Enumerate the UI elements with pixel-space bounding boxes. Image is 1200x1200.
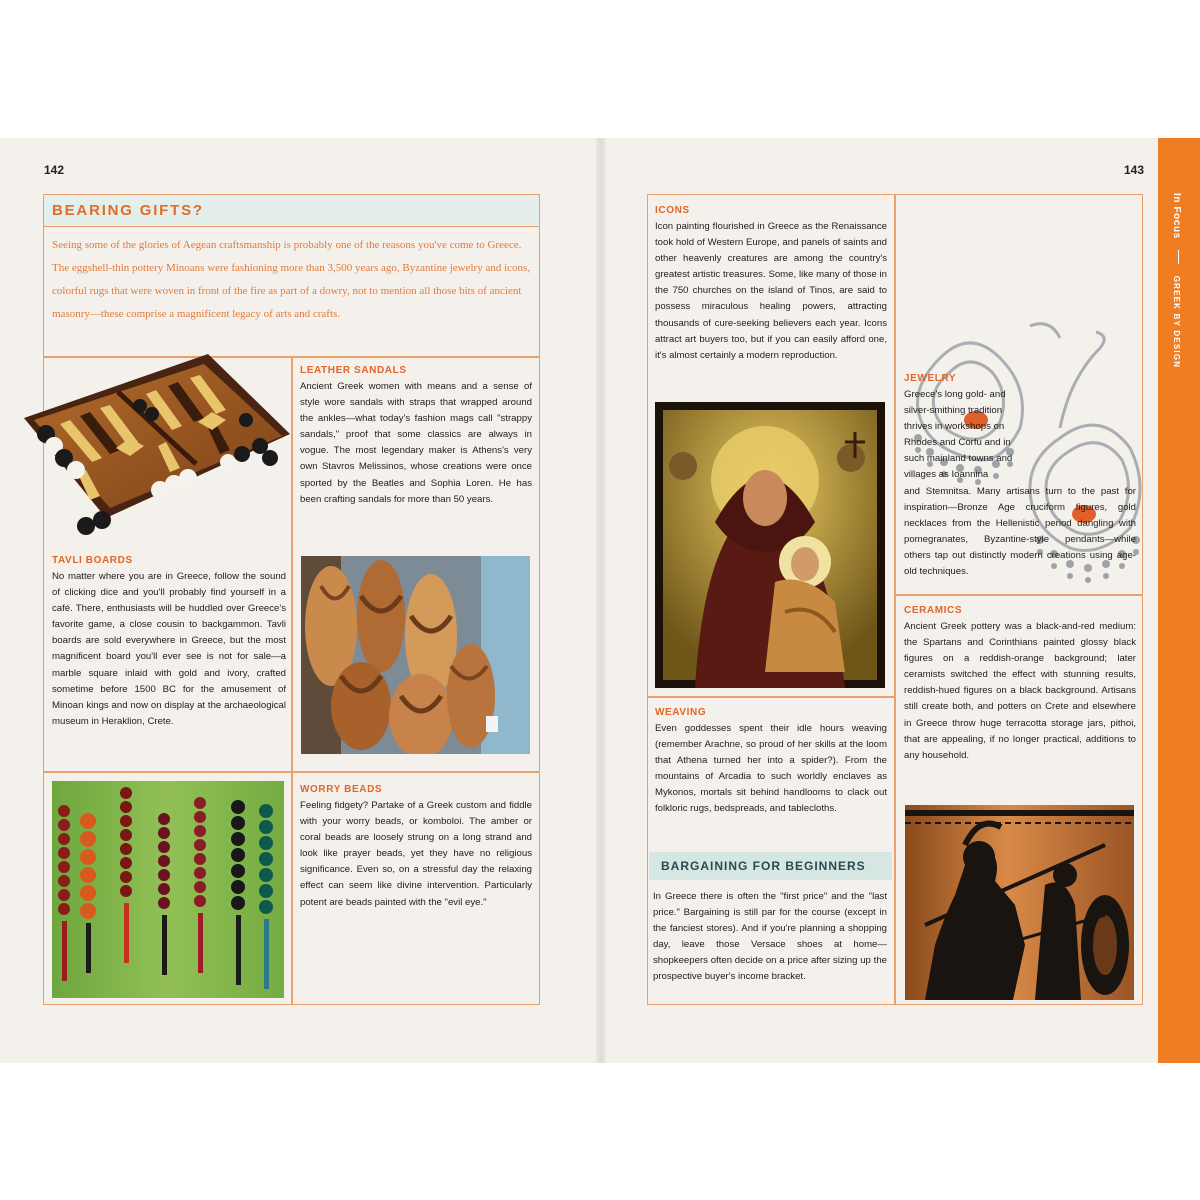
side-tab-label [1171, 193, 1182, 368]
side-tab-secondary: GREEK BY DESIGN [1172, 275, 1181, 369]
divider [291, 771, 293, 1005]
page-number-right: 143 [1124, 163, 1145, 177]
section-heading: JEWELRY [904, 373, 957, 384]
section-body: In Greece there is often the "first price" and the "last price." Bargaining is still par for the course (except in the fanciest stores). And if you're planning a shopping day, leave those Versace shoes at home—shopkeepers often decide on a price after sizing up the prospective buyer's income bracket. [653, 891, 887, 983]
divider [894, 194, 896, 1005]
section-tavli-boards [52, 554, 286, 730]
section-heading: CERAMICS [904, 605, 963, 616]
ceramics-vase-photo [905, 805, 1134, 1000]
section-heading: LEATHER SANDALS [300, 365, 407, 376]
section-jewelry [904, 372, 1022, 484]
section-body: Feeling fidgety? Partake of a Greek custom and fiddle with your worry beads, or komboloi. The amber or coral beads are loosely strung on a long strand and look like prayer beads, yet they have no religious significance. Even so, on a stressful day the relaxing effect can seem like divine intervention. Particularly potent are beads painted with the "evil eye." [300, 800, 532, 908]
section-body: and Stemnitsa. Many artisans turn to the past for inspiration—Bronze Age cruciform figures, gold necklaces from the Hellenistic period dangling with pomegranates, Byzantine-style pendants—while others tap out distinctly modern creations using age-old techniques. [904, 486, 1136, 578]
section-body-short: Greece's long gold- and silver-smithing tradition thrives in workshops on Rhodes and Corfu and in such mainland towns and villages as Ioannina [904, 389, 1013, 481]
bargaining-title: BARGAINING FOR BEGINNERS [661, 859, 866, 873]
worry-beads-photo [52, 781, 284, 998]
side-tab-separator [1178, 250, 1179, 264]
section-ceramics [904, 604, 1136, 764]
leather-sandals-photo [301, 556, 530, 754]
section-heading: ICONS [655, 205, 690, 216]
section-body: Ancient Greek women with means and a sense of style wore sandals with straps that wrapped around the ankles—what today's fashion mags call "strappy sandals," proof that some classics are always in vogue. The most legendary maker is Athens's very own Stavros Melissinos, whose creations were once sported by the Beatles and Sophia Loren. He has been crafting sandals for more than 50 years. [300, 381, 532, 505]
tavli-board-photo [20, 350, 292, 535]
book-spread [0, 138, 1200, 1063]
section-heading: TAVLI BOARDS [52, 555, 133, 566]
section-body: Icon painting flourished in Greece as the Renaissance took hold of Western Europe, and panels of saints and other heavenly creatures are among the country's greatest artistic treasures. Some, like many of those in the 750 churches on the island of Tinos, are said to possess miraculous healing powers, attracting thousands of cure-seeking believers each year. Icons attract art buyers too, but if you can easily afford one, it's almost certainly a modern reproduction. [655, 221, 887, 361]
section-weaving [655, 706, 887, 818]
section-icons [655, 204, 887, 364]
intro-text: Seeing some of the glories of Aegean craftsmanship is probably one of the reasons you've come to Greece. The eggshell-thin pottery Minoans were fashioning more than 3,500 years ago, Byzantine jewelry and icons, colorful rugs that were woven in front of the fire as part of a dowry, not to mention all those bits of ancient masonry—these comprise a magnificent legacy of arts and crafts. [52, 239, 531, 320]
side-tab-primary: In Focus [1171, 193, 1182, 239]
divider [647, 696, 895, 698]
section-worry-beads [300, 783, 532, 911]
icon-painting-photo [655, 402, 885, 688]
section-heading: WEAVING [655, 707, 707, 718]
section-heading: WORRY BEADS [300, 784, 383, 795]
page-number-left: 142 [44, 163, 65, 177]
section-bargaining [653, 889, 887, 986]
title-bar [44, 195, 539, 227]
section-body: No matter where you are in Greece, follow the sound of clicking dice and you'll probably find yourself in a café. There, enthusiasts will be huddled over Greece's favorite game, a close cousin to backgammon. Tavli boards are sold everywhere in Greece, but the most magnificent board you'll ever see is not for sale—a marble square inlaid with gold and ivory, crafted sometime before 1500 BC for the amusement of Minoan kings and now on display at the archaeological museum in Heraklion, Crete. [52, 571, 286, 727]
section-jewelry-continued [904, 484, 1136, 581]
page-title: BEARING GIFTS? [52, 202, 204, 219]
book-gutter [596, 138, 606, 1063]
section-leather-sandals [300, 364, 532, 508]
section-side-tab [1158, 138, 1200, 1063]
section-body: Ancient Greek pottery was a black-and-red medium: the Spartans and Corinthians painted glossy black figures on a reddish-orange background; later ceramists switched the effect with stunning results, reddish-hued figures on a black background. Artisans still create both, and potters on Crete and elsewhere in Greece throw huge terracotta storage jars, pithoi, that are appealing, if no longer practical, additions to any household. [904, 621, 1136, 761]
bargaining-title-bar [649, 852, 892, 880]
section-body: Even goddesses spent their idle hours weaving (remember Arachne, so proud of her skills at the loom that Athena turned her into a spider?). From the mountains of Arcadia to such worldly enclaves as Mykonos, mortals sit behind handlooms to clack out folkloric rugs, bedspreads, and tablecloths. [655, 723, 887, 815]
